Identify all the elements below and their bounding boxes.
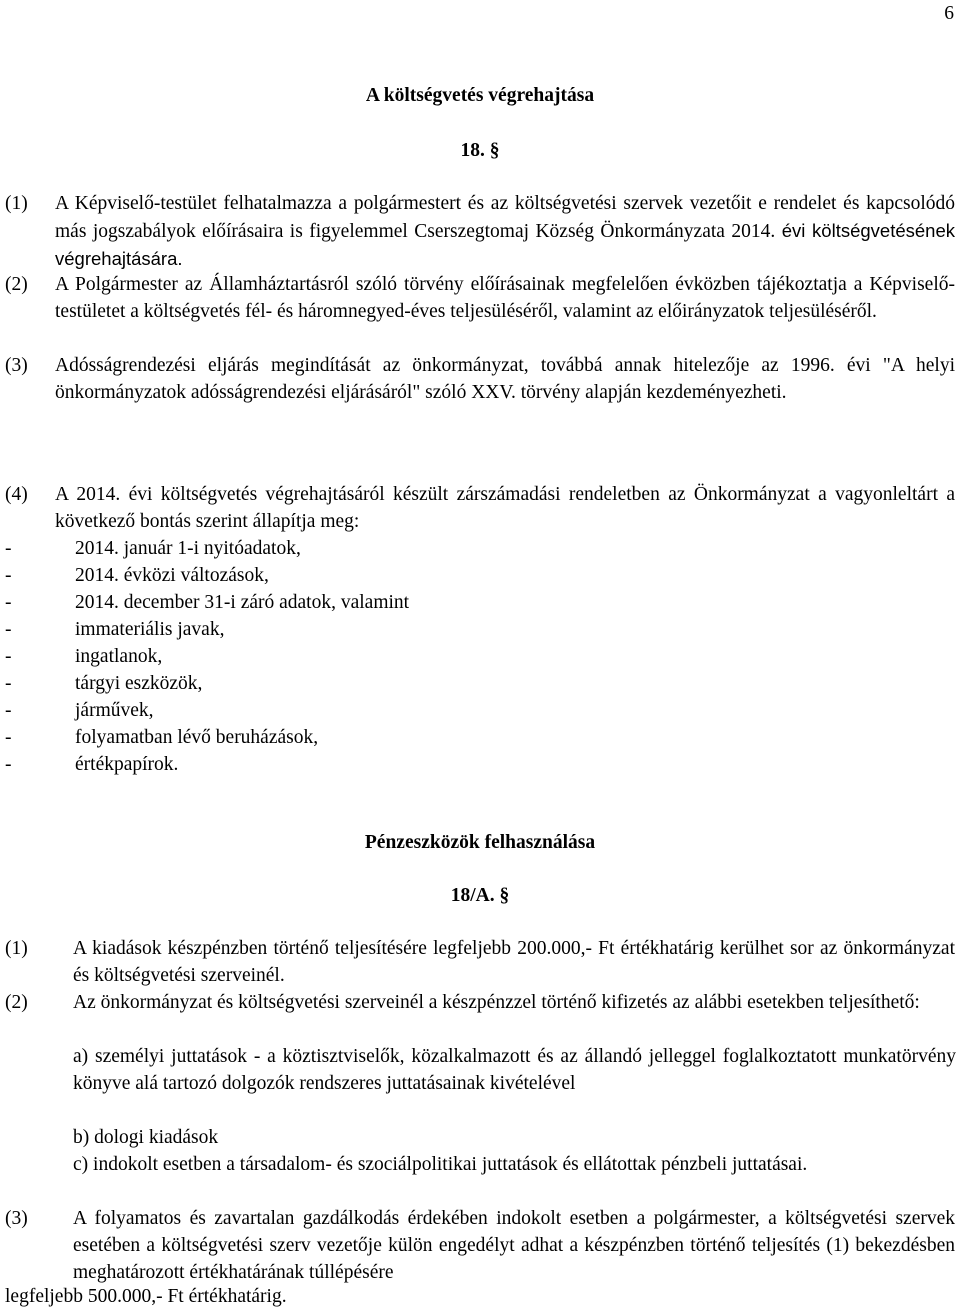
section-heading-budget-execution: A költségvetés végrehajtása	[365, 85, 595, 106]
clause-number: (2)	[5, 992, 28, 1013]
clause-18a-2-item-c: c) indokolt esetben a társadalom- és szociálpolitikai juttatások és ellátottak pénzbeli juttatásai.	[73, 1154, 808, 1175]
clause-18a-2-item-a: a) személyi juttatások - a köztisztviselők, közalkalmazott és az állandó jelleggel foglalkoztatott munkatörvény könyve alá tartozó dolgozók rendszeres juttatásainak kivételével	[73, 1046, 956, 1094]
clause-number: (1)	[5, 193, 28, 214]
clause-18a-3-tail: legfeljebb 500.000,- Ft értékhatárig.	[5, 1286, 287, 1307]
section-heading-cash-usage: Pénzeszközök felhasználása	[364, 832, 596, 853]
clause-18a-2	[5, 989, 955, 1016]
clause-number: (3)	[5, 355, 28, 376]
clause-18a-3	[5, 1205, 955, 1286]
clause-text: A 2014. évi költségvetés végrehajtásáról készült zárszámadási rendeletben az Önkormányzat a vagyonleltárt a következő bontás szerint állapítja meg:	[55, 484, 955, 532]
clause-number: (1)	[5, 938, 28, 959]
clause-18a-1	[5, 935, 955, 989]
clause-18a-2-item-b: b) dologi kiadások	[73, 1127, 219, 1148]
paragraph-mark-18a: 18/A. §	[450, 885, 510, 906]
clause-text: Az önkormányzat és költségvetési szerveinél a készpénzzel történő kifizetés az alábbi esetekben teljesíthető:	[73, 992, 920, 1013]
clause-1	[5, 190, 955, 273]
clause-text: Adósságrendezési eljárás megindítását az önkormányzat, továbbá annak hitelezője az 1996. évi "A helyi önkormányzatok adósságrendezési eljárásáról" szóló XXV. törvény alapján kezdeményezheti.	[55, 355, 955, 403]
clause-4	[5, 481, 955, 535]
page-number: 6	[944, 3, 954, 24]
clause-text: A Képviselő-testület felhatalmazza a polgármestert és az költségvetési szervek vezetőit e rendelet és kapcsolódó más jogszabályok előírásaira is figyelemmel Cserszegtomaj Község Önkormányzata 2014. évi költségvetésének végrehajtására.	[55, 193, 955, 269]
document-page: 6 A költségvetés végrehajtása 18. § (1) A Képviselő-testület felhatalmazza a polgármestert és az költségvetési szervek vezetőit e rendelet és kapcsolódó más jogszabályok előírásaira is figyelemmel Cserszegtomaj Község Önkormányzata 2014. évi költségvetésének végrehajtására. (2) A Polgármester az Államháztartásról szóló törvény előírásainak megfelelően évközben tájékoztatja a Képviselő-testületet a költségvetés fél- és háromnegyed-éves teljesüléséről, valamint az előirányzatok teljesüléséről. (3) Adósságrendezési eljárás megindítását az önkormányzat, továbbá annak hitelezője az 1996. évi "A helyi önkormányzatok adósságrendezési eljárásáról" szóló XXV. törvény alapján kezdeményezheti. (4) A 2014. évi költségvetés végrehajtásáról készült zárszámadási rendeletben az Önkormányzat a vagyonleltárt a következő bontás szerint állapítja meg: - 2014. január 1-i nyitóadatok, - 2014. évközi változások, - 2014. december 31-i záró adatok, valamint - immateriális javak, - ingatlanok, - tárgyi eszközök, - járművek, - folyamatban lévő beruházások, - értékpapírok. Pénzeszközök felhasználása 18/A. § (1) A kiadások készpénzben történő teljesítésére legfeljebb 200.000,- Ft értékhatárig kerülhet sor az önkormányzat és költségvetési szerveinél. (2) Az önkormányzat és költségvetési szerveinél a készpénzzel történő kifizetés az alábbi esetekben teljesíthető: a) személyi juttatások - a köztisztviselők, közalkalmazott és az állandó jelleggel foglalkoztatott munkatörvény könyve alá tartozó dolgozók rendszeres juttatásainak kivételével b) dologi kiadások c) indokolt esetben a társadalom- és szociálpolitikai juttatások és ellátottak pénzbeli juttatásai. (3) A folyamatos és zavartalan gazdálkodás érdekében indokolt esetben a polgármester, a költségvetési szervek esetében a költségvetési szerv vezetője külön engedélyt adhat a készpénzben történő teljesítés (1) bekezdésben meghatározott értékhatárának túllépésére legfeljebb 500.000,- Ft értékhatárig.	[0, 0, 960, 1308]
clause-text: A Polgármester az Államháztartásról szóló törvény előírásainak megfelelően évközben tájékoztatja a Képviselő-testületet a költségvetés fél- és háromnegyed-éves teljesüléséről, valamint az előirányzatok teljesüléséről.	[55, 274, 955, 322]
clause-2	[5, 271, 955, 325]
clause-number: (3)	[5, 1208, 28, 1229]
clause-number: (2)	[5, 274, 28, 295]
clause-number: (4)	[5, 484, 28, 505]
clause-3	[5, 352, 955, 406]
paragraph-mark-18: 18. §	[460, 140, 500, 161]
clause-text: A kiadások készpénzben történő teljesítésére legfeljebb 200.000,- Ft értékhatárig kerülhet sor az önkormányzat és költségvetési szerveinél.	[73, 938, 955, 986]
clause-text: A folyamatos és zavartalan gazdálkodás érdekében indokolt esetben a polgármester, a költségvetési szervek esetében a költségvetési szerv vezetője külön engedélyt adhat a készpénzben történő teljesítés (1) bekezdésben meghatározott értékhatárának túllépésére	[73, 1208, 955, 1283]
